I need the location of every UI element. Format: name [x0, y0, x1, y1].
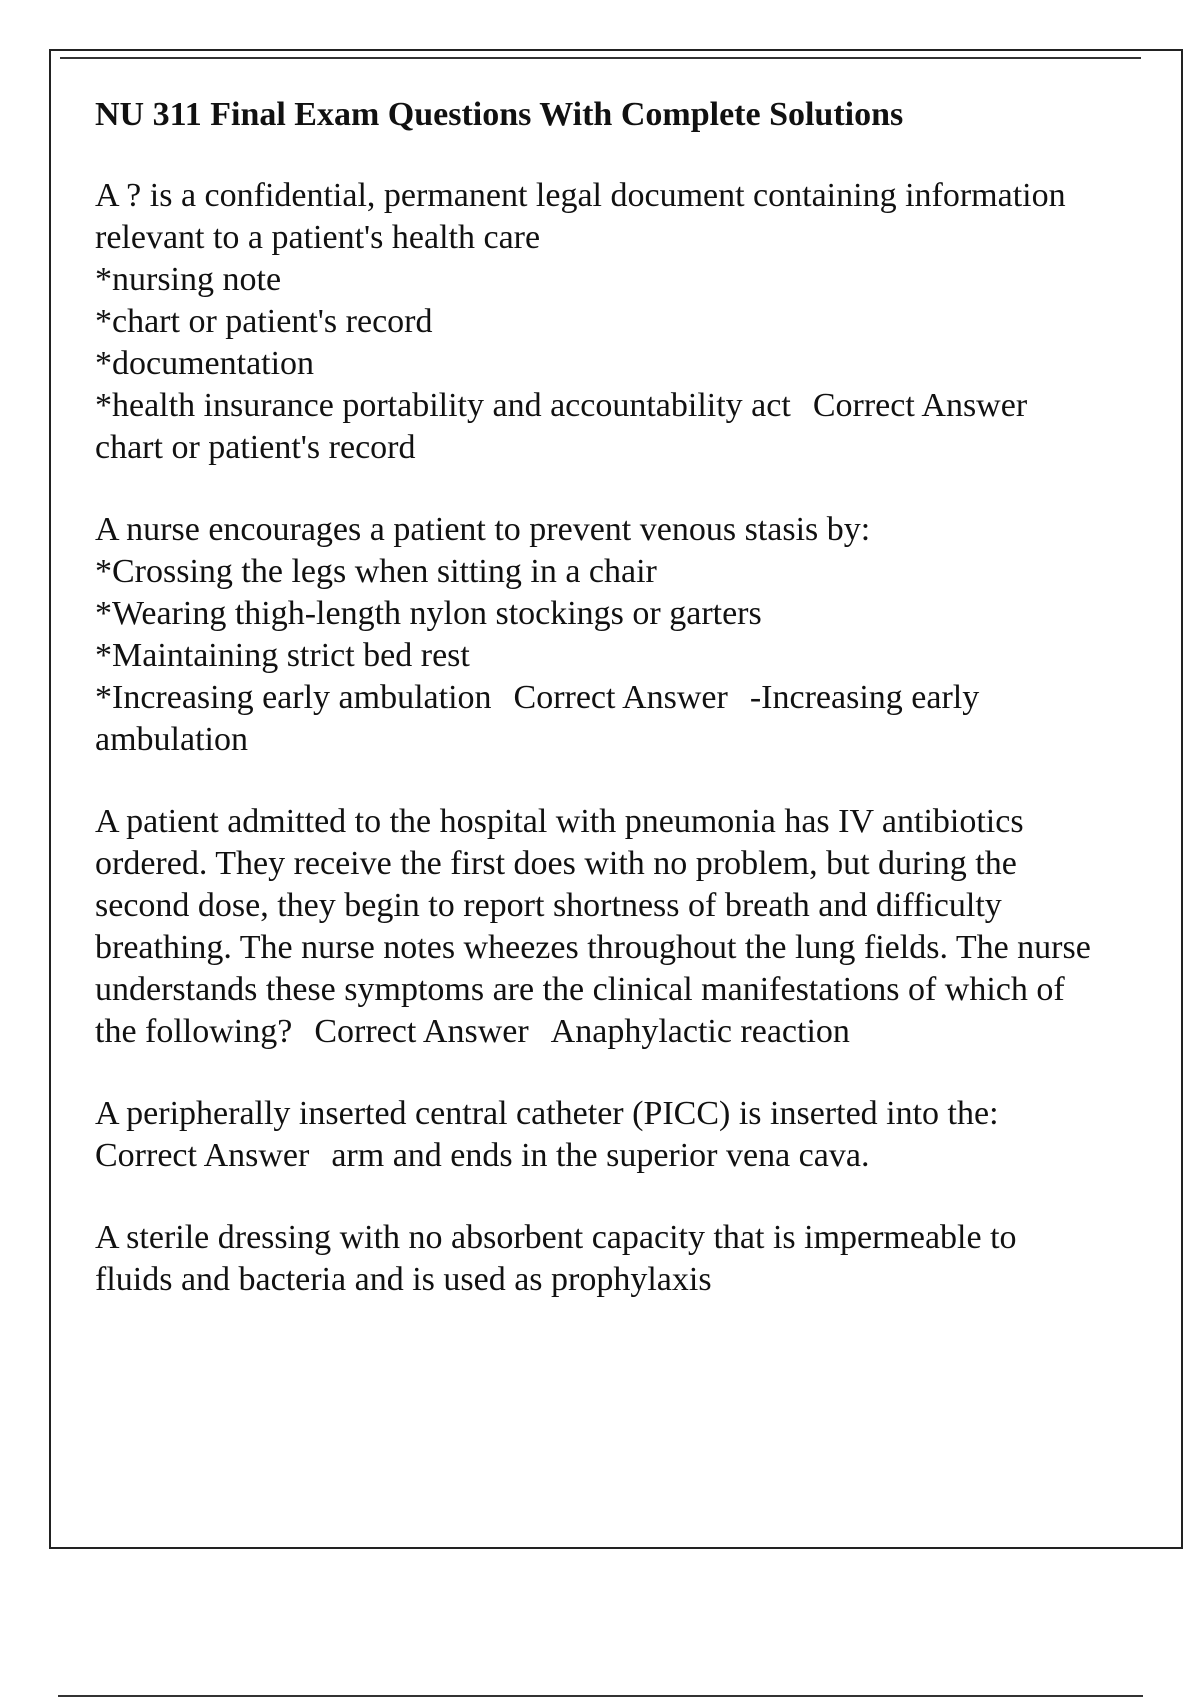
question-text: A nurse encourages a patient to prevent venous stasis by: — [95, 511, 871, 548]
answer-label: Correct Answer — [812, 387, 1028, 424]
answer-text: -Increasing early ambulation — [95, 679, 980, 758]
answer-label: Correct Answer — [314, 1013, 529, 1050]
answer-text: Anaphylactic reaction — [550, 1013, 850, 1050]
question-block — [95, 509, 1095, 761]
option-line: *Crossing the legs when sitting in a chair — [95, 553, 657, 590]
footer-rule — [58, 1695, 1143, 1697]
answer-label: Correct Answer — [513, 679, 728, 716]
option-line: *documentation — [95, 345, 315, 382]
answer-text: arm and ends in the superior vena cava. — [331, 1137, 870, 1174]
question-block — [95, 1217, 1095, 1301]
question-block — [95, 801, 1095, 1053]
option-line: *chart or patient's record — [95, 303, 433, 340]
option-text: *health insurance portability and accountability act — [95, 387, 791, 424]
question-with-answer — [95, 1093, 1095, 1177]
option-text: *Increasing early ambulation — [95, 679, 492, 716]
question-block — [95, 1093, 1095, 1177]
option-line-with-answer — [95, 385, 1095, 469]
answer-text: chart or patient's record — [95, 429, 416, 466]
header-rule — [60, 57, 1141, 59]
document-body — [95, 95, 1095, 1341]
option-line: *Maintaining strict bed rest — [95, 637, 470, 674]
question-text: A ? is a confidential, permanent legal document containing information relevant to a patient's health care — [95, 177, 1066, 256]
question-text: A peripherally inserted central catheter (PICC) is inserted into the: — [95, 1095, 999, 1132]
question-text: A sterile dressing with no absorbent capacity that is impermeable to fluids and bacteria and is used as prophylaxis — [95, 1219, 1017, 1298]
question-block — [95, 175, 1095, 469]
question-with-answer — [95, 801, 1095, 1053]
question-text: A patient admitted to the hospital with pneumonia has IV antibiotics ordered. They receive the first does with no problem, but during the second dose, they begin to report shortness of breath and difficulty breathing. The nurse notes wheezes throughout the lung fields. The nurse understands these symptoms are the clinical manifestations of which of the following? — [95, 803, 1091, 1050]
answer-label: Correct Answer — [95, 1137, 310, 1174]
document-title: NU 311 Final Exam Questions With Complete Solutions — [95, 96, 904, 133]
option-line: *nursing note — [95, 261, 282, 298]
option-line-with-answer — [95, 677, 1095, 761]
option-line: *Wearing thigh-length nylon stockings or garters — [95, 595, 762, 632]
